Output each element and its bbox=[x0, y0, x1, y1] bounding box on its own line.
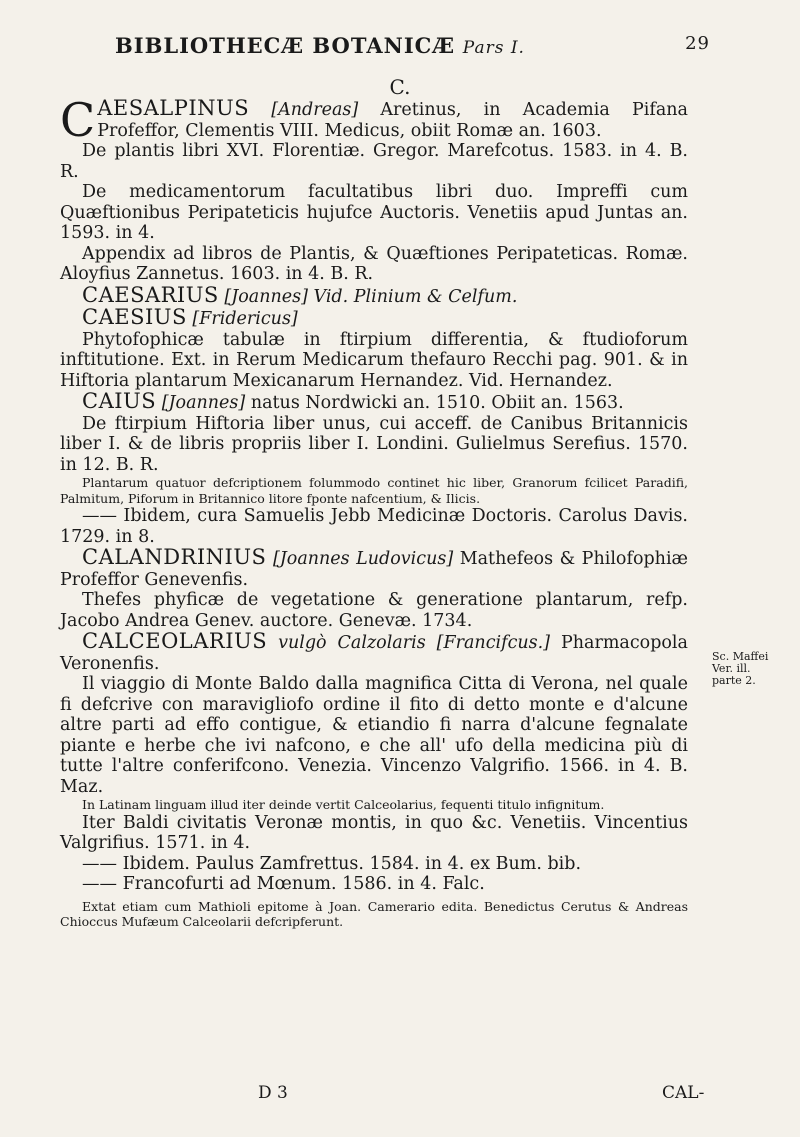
editorial-note: Extat etiam cum Mathioli epitome à Joan. Camerario edita. Benedictus Cerutus & Andreas Chioccus Mufæum Calceolarii defcripferunt. bbox=[60, 898, 688, 929]
margin-note-line: parte 2. bbox=[712, 674, 756, 687]
running-head bbox=[115, 33, 710, 58]
entry-given-name: [Fridericus] bbox=[192, 309, 298, 329]
entry-caesius bbox=[60, 307, 688, 330]
section-letter: C. bbox=[389, 75, 411, 99]
body-text bbox=[60, 93, 688, 930]
work-entry: De medicamentorum facultatibus libri duo. Impreffi cum Quæftionibus Peripateticis hujufce Auctoris. Venetiis apud Juntas an. 1593. in 4. bbox=[60, 182, 688, 243]
entry-name: CALANDRINIUS bbox=[82, 545, 267, 569]
part-label: Pars I. bbox=[462, 38, 525, 58]
margin-note-line: Ver. ill. bbox=[712, 662, 751, 675]
entry-calceolarius bbox=[60, 631, 688, 674]
work-entry: Thefes phyficæ de vegetatione & generatione plantarum, refp. Jacobo Andrea Genev. auctore. Genevæ. 1734. bbox=[60, 590, 688, 631]
entry-vulgar-name: vulgò Calzolaris bbox=[278, 633, 426, 653]
entry-given-name: [Andreas] bbox=[271, 100, 359, 120]
drop-cap: C bbox=[60, 93, 96, 147]
entry-given-name: [Joannes] bbox=[224, 286, 308, 307]
entry-caesarius bbox=[60, 282, 688, 308]
signature-mark: D 3 bbox=[258, 1083, 288, 1103]
page-footer bbox=[0, 1083, 800, 1107]
work-entry: Appendix ad libros de Plantis, & Quæftiones Peripateticas. Romæ. Aloyfius Zannetus. 1603. in 4. B. R. bbox=[60, 243, 688, 284]
work-entry: Phytofophicæ tabulæ in ftirpium differentia, & ftudioforum inftitutione. Ext. in Rerum Medicarum thefauro Recchi pag. 901. & in Hiftoria plantarum Mexicanarum Hernandez. Vid. Hernandez. bbox=[60, 329, 688, 391]
entry-name: CAESIUS bbox=[82, 305, 187, 329]
entry-caesalpinus bbox=[60, 93, 688, 147]
work-entry: De plantis libri XVI. Florentiæ. Gregor. Marefcotus. 1583. in 4. B. R. bbox=[60, 141, 688, 182]
editorial-note: In Latinam linguam illud iter deinde vertit Calceolarius, fequenti titulo infignitum. bbox=[82, 797, 605, 812]
entry-description: Mathefeos & Philofophiæ Profeffor Genevenfis. bbox=[60, 549, 688, 590]
entry-name: CAESARIUS bbox=[82, 282, 219, 307]
entry-name: AESALPINUS bbox=[97, 96, 250, 120]
entry-given-name: [Joannes] bbox=[161, 393, 246, 413]
cross-reference: Vid. Plinium & Celfum. bbox=[313, 286, 518, 307]
editorial-note: Plantarum quatuor defcriptionem folummodo continet hic liber, Granorum fcilicet Paradifi, Palmitum, Piforum in Britannico litore fponte nafcentium, & Ilicis. bbox=[60, 475, 688, 506]
catchword: CAL- bbox=[662, 1083, 705, 1103]
entry-given-name: [Joannes Ludovicus] bbox=[272, 549, 454, 569]
entry-given-name: [Francifcus.] bbox=[436, 633, 551, 653]
work-entry: Iter Baldi civitatis Veronæ montis, in quo &c. Venetiis. Vincentius Valgrifius. 1571. in 4. bbox=[60, 812, 688, 853]
work-entry: —— Ibidem, cura Samuelis Jebb Medicinæ Doctoris. Carolus Davis. 1729. in 8. bbox=[60, 506, 688, 547]
entry-name: CAIUS bbox=[82, 389, 157, 413]
entry-description: Pharmacopola Veronenfis. bbox=[60, 633, 688, 674]
work-entry: De ftirpium Hiftoria liber unus, cui acceff. de Canibus Britannicis liber I. & de libris propriis liber I. Londini. Gulielmus Serefius. 1570. in 12. B. R. bbox=[60, 413, 688, 475]
work-entry: Il viaggio di Monte Baldo dalla magnifica Citta di Verona, nel quale fi defcrive con maravigliofo ordine il fito di detto monte e d'alcune altre parti ad effo contigue, & etiandio fi narra d'alcune fegnalate piante e herbe che ivi nafcono, e che all' ufo della medicina più di tutte l'altre conferifcono. Venezia. Vincenzo Valgrifio. 1566. in 4. B. Maz. bbox=[60, 674, 688, 797]
margin-note bbox=[712, 651, 792, 687]
margin-note-line: Sc. Maffei bbox=[712, 650, 769, 663]
entry-calandrinius bbox=[60, 547, 688, 590]
running-title: BIBLIOTHECÆ BOTANICÆ bbox=[115, 33, 456, 58]
entry-caius bbox=[60, 391, 688, 414]
entry-description: natus Nordwicki an. 1510. Obiit an. 1563. bbox=[250, 393, 624, 413]
work-entry: —— Francofurti ad Mœnum. 1586. in 4. Falc. bbox=[82, 874, 485, 894]
entry-name: CALCEOLARIUS bbox=[82, 629, 268, 653]
page-number: 29 bbox=[685, 33, 710, 54]
entry-description: Aretinus, in Academia Pifana Profeffor, Clementis VIII. Medicus, obiit Romæ an. 1603. bbox=[97, 100, 688, 141]
work-entry: —— Ibidem. Paulus Zamfrettus. 1584. in 4. ex Bum. bib. bbox=[82, 853, 582, 874]
